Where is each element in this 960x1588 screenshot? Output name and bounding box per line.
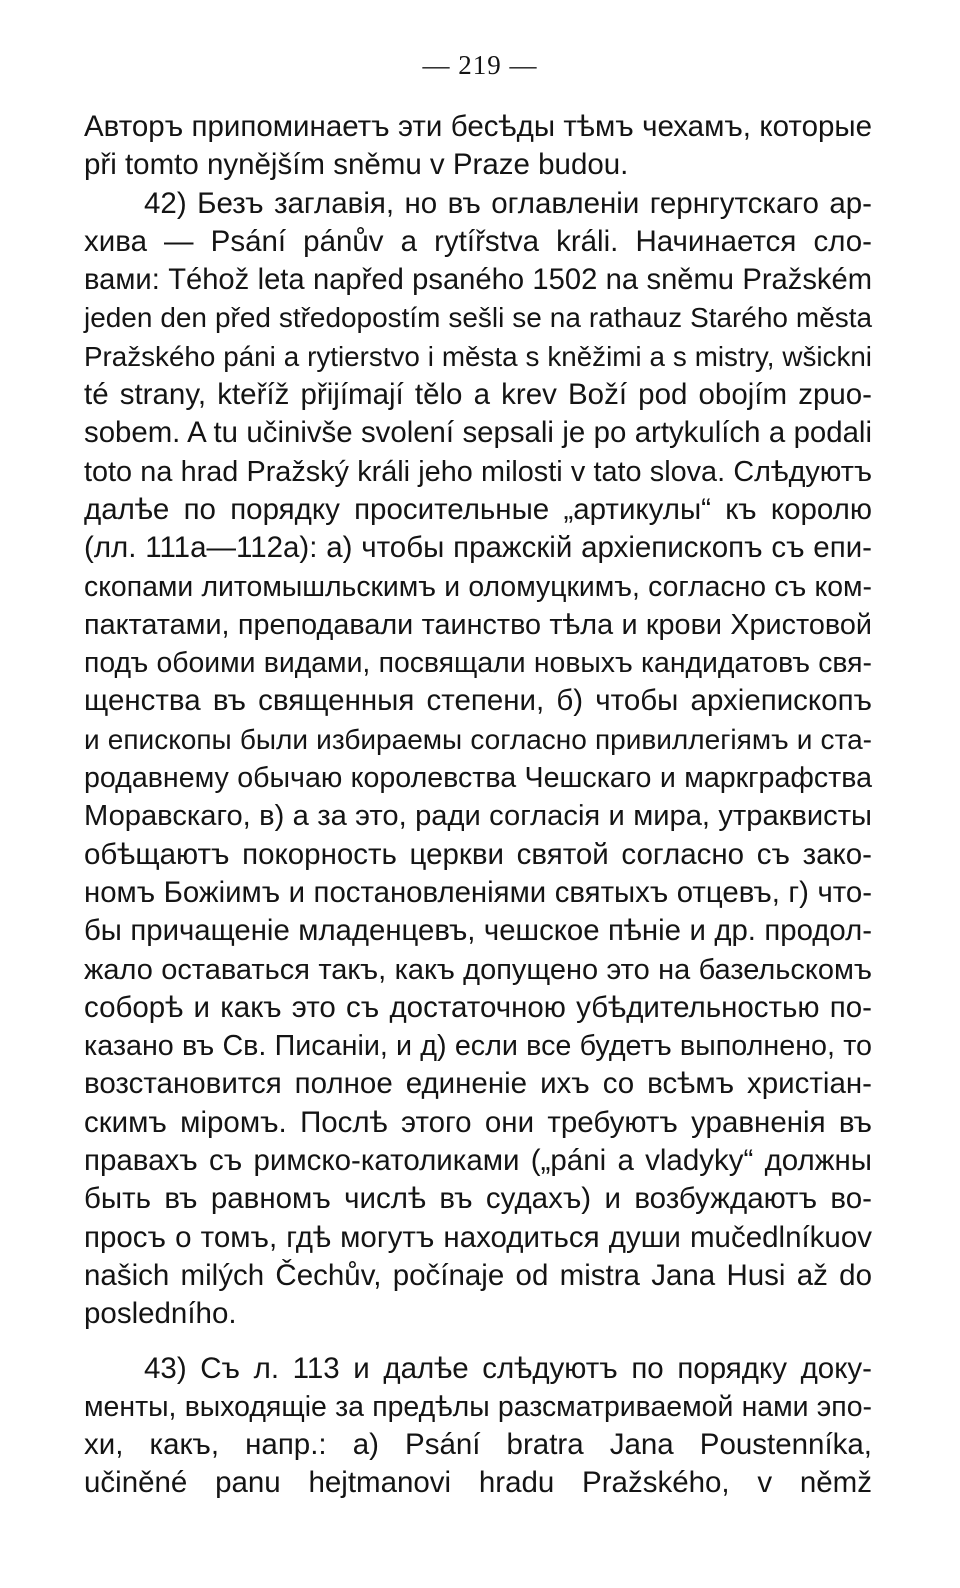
text-line: быть въ равномъ числѣ въ судахъ) и возбуждаютъ во- xyxy=(84,1182,872,1216)
text-line: казано въ Св. Писаніи, и д) если все будетъ выполнено, то xyxy=(84,1030,872,1063)
text-line: вами: Téhož leta napřed psaného 1502 na sněmu Pražském xyxy=(84,264,872,297)
text-line: менты, выходящіе за предѣлы разсматриваемой нами эпо- xyxy=(84,1390,872,1423)
text-line: правахъ съ римско-католиками („páni a vladyky“ должны xyxy=(84,1144,872,1178)
text-line: jeden den před středopostím sešli se na rathauz Starého města xyxy=(84,302,872,334)
text-line: posledního. xyxy=(84,1297,237,1331)
text-line: обѣщаютъ покорность церкви святой согласно съ зако- xyxy=(84,837,872,871)
text-line: скимъ міромъ. Послѣ этого они требуютъ уравненія въ xyxy=(84,1105,872,1139)
text-line: подъ обоими видами, посвящали новыхъ кандидатовъ свя- xyxy=(84,647,872,680)
text-line: toto na hrad Pražský králi jeho milosti v tato slova. Слѣдуютъ xyxy=(84,455,872,488)
text-line: při tomto nynějším sněmu v Praze budou. xyxy=(84,148,629,182)
text-line: 42) Безъ заглавія, но въ оглавленіи гернгутскаго ар- xyxy=(144,186,872,220)
text-line: Моравскаго, в) а за это, ради согласія и мира, утраквисты xyxy=(84,800,872,833)
text-line: далѣе по порядку просительные „артикулы“ къ королю xyxy=(84,492,872,526)
text-line: Pražského páni a rytierstvo i města s kněžimi a s mistry, wšickni xyxy=(84,340,872,372)
text-line: и епископы были избираемы согласно привиллегіямъ и ста- xyxy=(84,723,872,755)
text-line: просъ о томъ, гдѣ могутъ находиться души mučedlníkuov xyxy=(84,1220,872,1254)
page-number: — 219 — xyxy=(422,50,538,80)
text-line: родавнему обычаю королевства Чешскаго и маркграфства xyxy=(84,762,872,795)
text-line: našich milých Čechův, počínaje od mistra Jana Husi až do xyxy=(84,1258,872,1292)
paragraph-gap xyxy=(84,1334,872,1350)
text-line: хива — Psání pánův a rytířstva králi. Начинается сло- xyxy=(84,224,872,258)
text-line: щенства въ священныя степени, б) чтобы архіепископъ xyxy=(84,684,872,718)
text-line: sobem. A tu učinivše svolení sepsali je po artykulích a podali xyxy=(84,416,872,450)
text-line: (лл. 111а—112а): а) чтобы пражскій архіепископъ съ епи- xyxy=(84,531,872,565)
text-line: хи, какъ, напр.: а) Psání bratra Jana Poustenníka, xyxy=(84,1428,872,1462)
body-text xyxy=(84,108,872,1503)
text-line: бы причащеніе младенцевъ, чешское пѣніе и др. продол- xyxy=(84,914,872,948)
text-line: učiněné panu hejtmanovi hradu Pražského, v němž xyxy=(84,1466,872,1500)
text-line: соборѣ и какъ это съ достаточною убѣдительностью по- xyxy=(84,990,872,1024)
text-line: 43) Съ л. 113 и далѣе слѣдуютъ по порядку доку- xyxy=(144,1351,872,1385)
text-line: номъ Божіимъ и постановленіями святыхъ отцевъ, г) что- xyxy=(84,875,872,909)
text-line: té strany, kteříž přijímají tělo a krev Boží pod obojím zpuo- xyxy=(84,378,872,412)
text-line: Авторъ припоминаетъ эти бесѣды тѣмъ чехамъ, которые xyxy=(84,110,872,143)
text-line: возстановится полное единеніе ихъ со всѣмъ христіан- xyxy=(84,1067,872,1101)
text-line: жало оставаться такъ, какъ допущено это на базельскомъ xyxy=(84,953,872,986)
text-line: пактатами, преподавали таинство тѣла и крови Христовой xyxy=(84,608,872,641)
text-line: скопами литомышльскимъ и оломуцкимъ, согласно съ ком- xyxy=(84,570,872,603)
